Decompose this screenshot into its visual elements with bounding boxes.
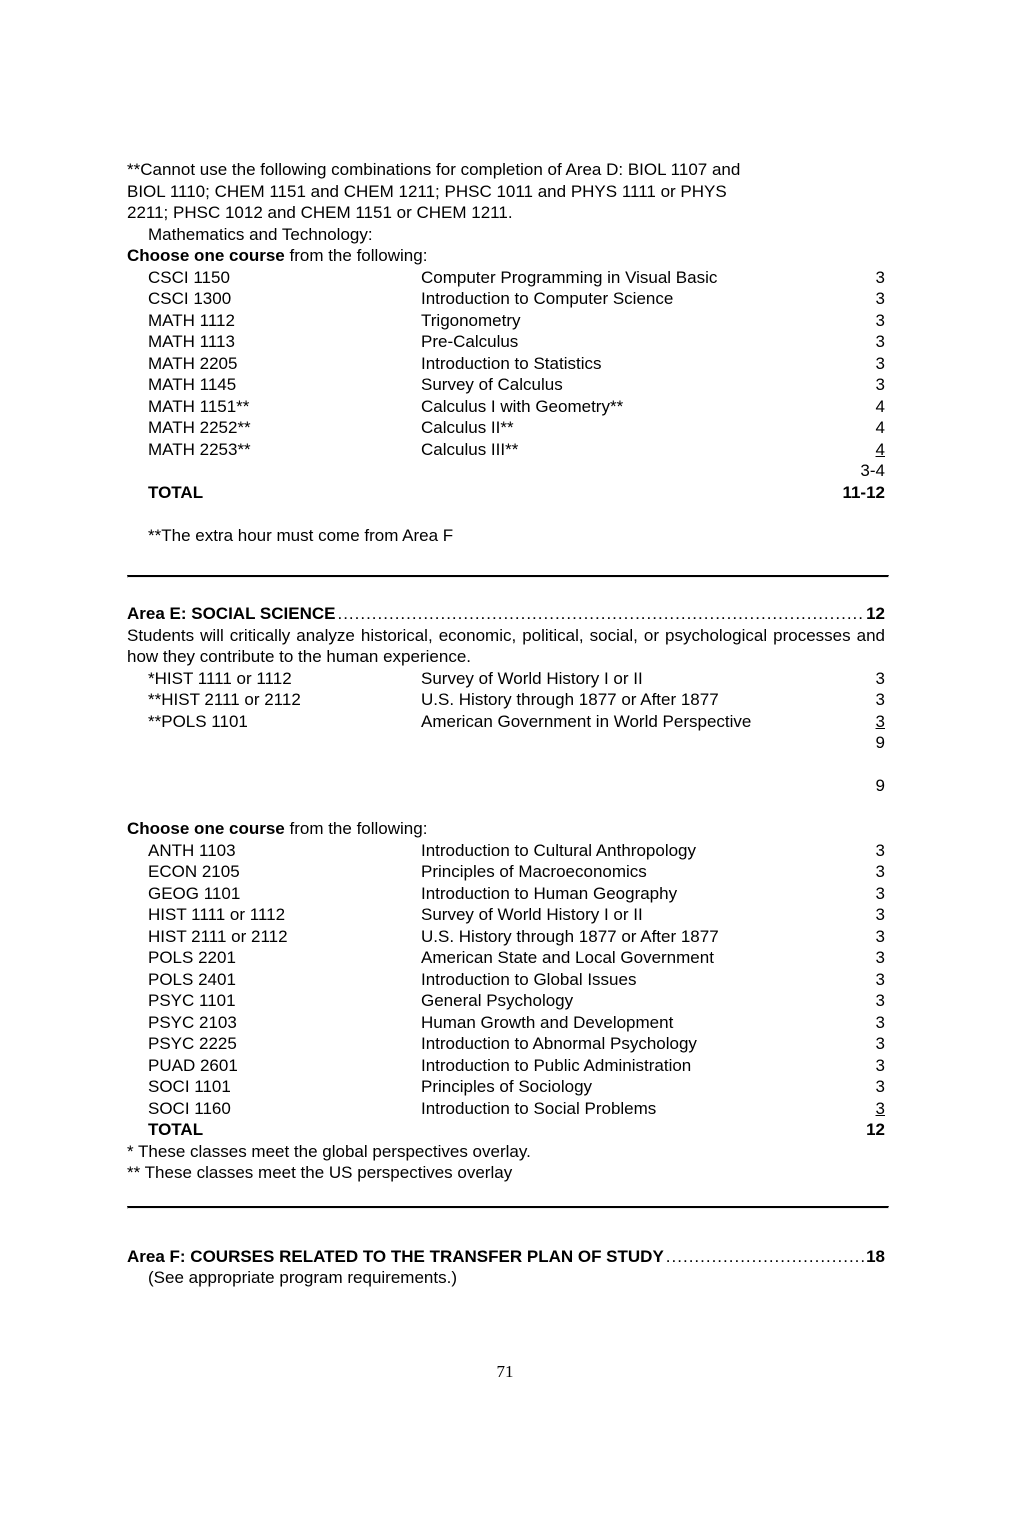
- course-code: PSYC 2225: [148, 1034, 237, 1053]
- area-e-choose-instruction: [127, 818, 885, 840]
- dot-leader: [337, 603, 864, 625]
- area-e-heading: [127, 603, 885, 625]
- area-f-heading-credits: 18: [866, 1246, 885, 1266]
- course-title: General Psychology: [421, 991, 574, 1010]
- page-number: 71: [496, 1362, 514, 1381]
- course-code: GEOG 1101: [148, 883, 241, 903]
- course-row: [127, 840, 885, 862]
- course-title: Trigonometry: [421, 310, 521, 330]
- course-title: Introduction to Abnormal Psychology: [421, 1034, 697, 1053]
- choose-rest: from the following:: [284, 246, 428, 265]
- course-title: Principles of Macroeconomics: [421, 862, 647, 881]
- area-e-description: Students will critically analyze historical, economic, political, social, or psychological processes and how they contribute to the human experience.: [127, 625, 885, 666]
- course-row: [127, 883, 885, 905]
- required-subtotal: 9: [875, 733, 885, 752]
- footnote-global: * These classes meet the global perspectives overlay.: [127, 1141, 531, 1161]
- course-credits: 3: [875, 711, 885, 731]
- total-label: TOTAL: [148, 1120, 204, 1139]
- area-d-subheading: Mathematics and Technology:: [148, 224, 373, 244]
- course-code: MATH 2252**: [148, 418, 251, 437]
- course-row: [127, 1033, 885, 1055]
- course-credits: 4: [875, 396, 885, 416]
- course-code: MATH 1113: [148, 332, 235, 351]
- course-row: [127, 310, 885, 332]
- area-d-note-line: 2211; PHSC 1012 and CHEM 1151 or CHEM 1211.: [127, 203, 513, 222]
- course-title: Introduction to Statistics: [421, 353, 602, 373]
- course-credits: 3: [875, 310, 885, 330]
- area-d-subtotal: 3-4: [860, 461, 885, 480]
- course-code: ANTH 1103: [148, 840, 236, 860]
- course-title: U.S. History through 1877 or After 1877: [421, 926, 719, 946]
- course-credits: 3: [875, 267, 885, 287]
- course-row: [127, 417, 885, 439]
- dot-leader: [666, 1246, 864, 1268]
- course-credits: 3: [875, 1034, 885, 1053]
- total-value: 12: [866, 1120, 885, 1139]
- course-code: **POLS 1101: [148, 711, 248, 731]
- course-row: [127, 990, 885, 1012]
- area-e-heading-text: Area E: SOCIAL SCIENCE: [127, 604, 336, 623]
- course-credits: 3: [875, 948, 885, 967]
- course-credits: 3: [875, 883, 885, 903]
- course-title: Human Growth and Development: [421, 1012, 674, 1032]
- course-row: [127, 668, 885, 690]
- course-code: **HIST 2111 or 2112: [148, 690, 301, 709]
- course-credits: 4: [875, 439, 885, 459]
- course-row: [127, 1076, 885, 1098]
- course-code: HIST 1111 or 1112: [148, 905, 286, 924]
- course-credits: 3: [875, 690, 885, 709]
- area-f-heading: [127, 1246, 885, 1268]
- course-row: [127, 439, 885, 461]
- course-code: PUAD 2601: [148, 1055, 238, 1075]
- choose-bold: Choose one course: [127, 819, 285, 838]
- course-row: [127, 1098, 885, 1120]
- course-row: [127, 1055, 885, 1077]
- course-credits: 3: [875, 905, 885, 924]
- course-row: [127, 353, 885, 375]
- course-code: *HIST 1111 or 1112: [148, 668, 292, 688]
- course-row: [127, 267, 885, 289]
- area-d-choose-instruction: [127, 245, 885, 267]
- course-code: HIST 2111 or 2112: [148, 926, 288, 946]
- course-credits: 3: [875, 1055, 885, 1075]
- course-row: [127, 861, 885, 883]
- course-row: [127, 1012, 885, 1034]
- course-title: Survey of World History I or II: [421, 905, 643, 924]
- course-code: CSCI 1300: [148, 289, 232, 308]
- course-row: [127, 396, 885, 418]
- area-d-subtotal-row: [127, 460, 885, 482]
- course-row: [127, 288, 885, 310]
- course-code: SOCI 1101: [148, 1077, 231, 1096]
- course-credits: 3: [875, 991, 885, 1010]
- course-code: POLS 2401: [148, 969, 236, 989]
- course-credits: 3: [875, 969, 885, 989]
- course-row: [127, 374, 885, 396]
- footnote-us: ** These classes meet the US perspectives overlay: [127, 1163, 513, 1182]
- area-f-note: (See appropriate program requirements.): [148, 1268, 457, 1287]
- course-code: POLS 2201: [148, 948, 236, 967]
- area-d-extra-note: **The extra hour must come from Area F: [148, 525, 454, 545]
- course-row: [127, 904, 885, 926]
- course-title: Pre-Calculus: [421, 332, 519, 351]
- course-title: Survey of World History I or II: [421, 668, 643, 688]
- course-credits: 3: [875, 1098, 885, 1118]
- repeat-subtotal: 9: [875, 776, 885, 795]
- course-credits: 3: [875, 1012, 885, 1032]
- course-code: MATH 2205: [148, 353, 238, 373]
- course-code: MATH 1151**: [148, 396, 250, 416]
- course-credits: 3: [875, 840, 885, 860]
- course-title: Introduction to Computer Science: [421, 289, 674, 308]
- course-code: MATH 1112: [148, 310, 235, 330]
- course-row: [127, 711, 885, 733]
- course-title: Introduction to Human Geography: [421, 883, 678, 903]
- course-credits: 4: [875, 418, 885, 437]
- course-row: [127, 926, 885, 948]
- course-title: Computer Programming in Visual Basic: [421, 267, 718, 287]
- course-code: PSYC 1101: [148, 991, 236, 1010]
- course-row: [127, 947, 885, 969]
- course-title: Principles of Sociology: [421, 1077, 593, 1096]
- area-d-course-list: [127, 267, 885, 461]
- course-title: American Government in World Perspective: [421, 711, 752, 731]
- course-code: MATH 2253**: [148, 439, 251, 459]
- course-code: CSCI 1150: [148, 267, 230, 287]
- course-title: Calculus I with Geometry**: [421, 396, 624, 416]
- area-d-note-line: BIOL 1110; CHEM 1151 and CHEM 1211; PHSC 1011 and PHYS 1111 or PHYS: [127, 181, 727, 201]
- course-title: Introduction to Public Administration: [421, 1055, 692, 1075]
- area-e-total-row: [127, 1119, 885, 1141]
- course-title: American State and Local Government: [421, 948, 714, 967]
- course-title: U.S. History through 1877 or After 1877: [421, 690, 719, 709]
- catalog-page: [127, 159, 885, 1289]
- course-row: [127, 689, 885, 711]
- course-credits: 3: [875, 289, 885, 308]
- course-title: Introduction to Cultural Anthropology: [421, 840, 697, 860]
- course-credits: 3: [875, 1077, 885, 1096]
- choose-rest: from the following:: [284, 819, 428, 838]
- course-credits: 3: [875, 926, 885, 946]
- course-code: ECON 2105: [148, 862, 240, 881]
- area-e-required-list: [127, 668, 885, 733]
- course-credits: 3: [875, 862, 885, 881]
- course-title: Introduction to Global Issues: [421, 969, 637, 989]
- total-label: TOTAL: [148, 482, 204, 502]
- area-d-note: [127, 159, 885, 224]
- area-e-required-subtotal-row: [127, 732, 885, 754]
- area-e-elective-list: [127, 840, 885, 1120]
- area-e-heading-credits: 12: [866, 604, 885, 623]
- course-row: [127, 969, 885, 991]
- course-title: Introduction to Social Problems: [421, 1098, 657, 1118]
- course-code: MATH 1145: [148, 375, 237, 394]
- area-d-total-row: [127, 482, 885, 504]
- course-credits: 3: [875, 375, 885, 394]
- choose-bold: Choose one course: [127, 246, 285, 265]
- course-credits: 3: [875, 332, 885, 351]
- course-credits: 3: [875, 668, 885, 688]
- course-code: PSYC 2103: [148, 1012, 237, 1032]
- course-title: Calculus II**: [421, 418, 514, 437]
- course-code: SOCI 1160: [148, 1098, 231, 1118]
- area-f-heading-text: Area F: COURSES RELATED TO THE TRANSFER PLAN OF STUDY: [127, 1246, 664, 1266]
- course-credits: 3: [875, 353, 885, 373]
- area-e-repeat-subtotal-row: [127, 775, 885, 797]
- course-title: Calculus III**: [421, 439, 519, 459]
- course-title: Survey of Calculus: [421, 375, 563, 394]
- course-row: [127, 331, 885, 353]
- area-d-note-line: **Cannot use the following combinations for completion of Area D: BIOL 1107 and: [127, 160, 741, 179]
- total-value: 11-12: [842, 482, 885, 502]
